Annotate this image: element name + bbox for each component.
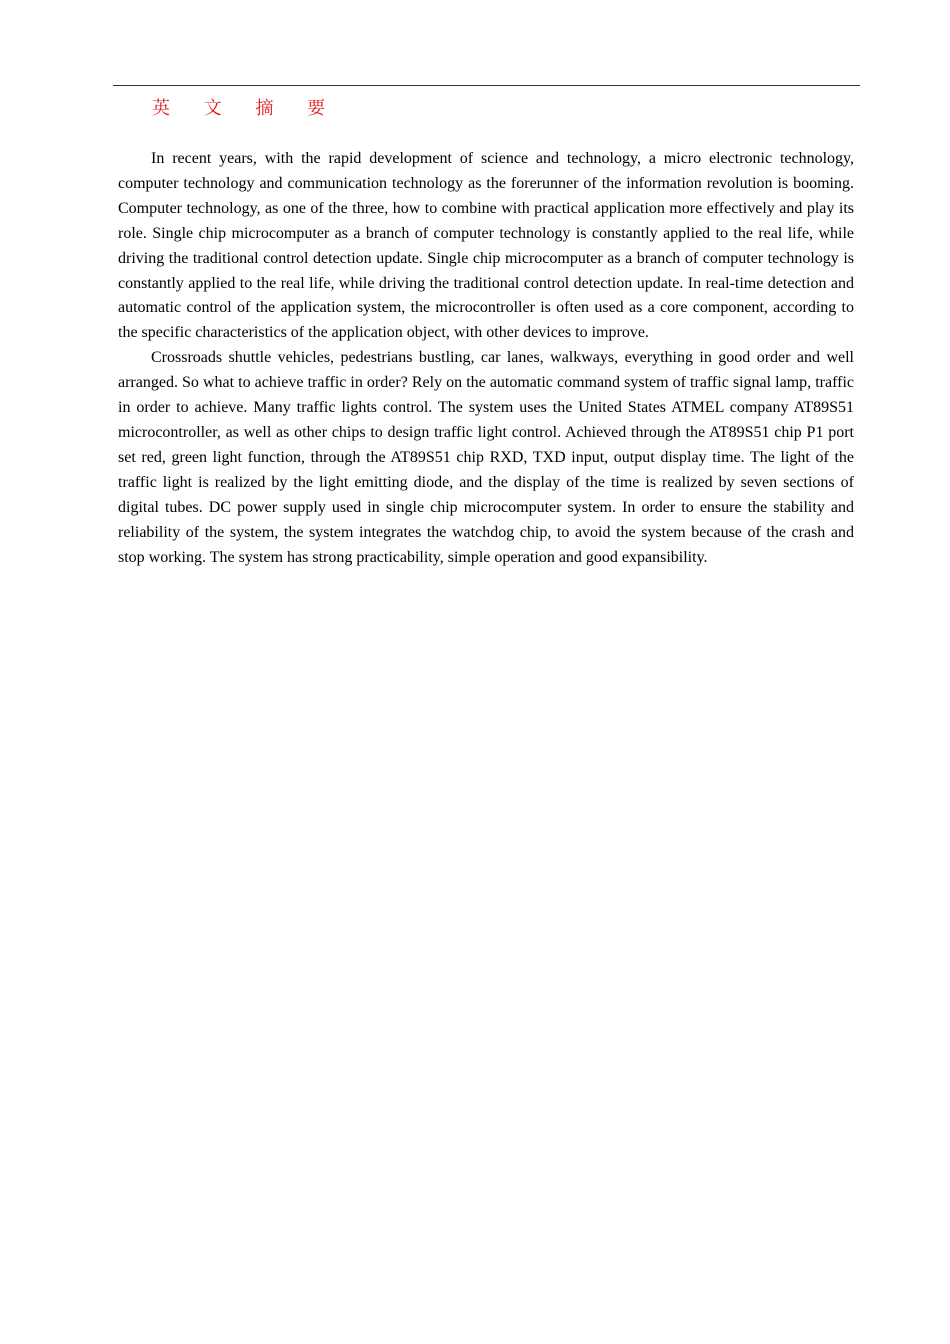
abstract-body: [118, 147, 854, 570]
abstract-paragraph-1: In recent years, with the rapid development of science and technology, a micro electronic technology, computer technology and communication technology as the forerunner of the information revolution is booming. Computer technology, as one of the three, how to combine with practical application more effectively and play its role. Single chip microcomputer as a branch of computer technology is constantly applied to the real life, while driving the traditional control detection update. Single chip microcomputer as a branch of computer technology is constantly applied to the real life, while driving the traditional control detection update. In real-time detection and automatic control of the application system, the microcontroller is often used as a core component, according to the specific characteristics of the application object, with other devices to improve.: [118, 150, 854, 342]
header-rule: [113, 85, 860, 86]
abstract-paragraph-2: Crossroads shuttle vehicles, pedestrians bustling, car lanes, walkways, everything in good order and well arranged. So what to achieve traffic in order? Rely on the automatic command system of traffic signal lamp, traffic in order to achieve. Many traffic lights control. The system uses the United States ATMEL company AT89S51 microcontroller, as well as other chips to design traffic light control. Achieved through the AT89S51 chip P1 port set red, green light function, through the AT89S51 chip RXD, TXD input, output display time. The light of the traffic light is realized by the light emitting diode, and the display of the time is realized by seven sections of digital tubes. DC power supply used in single chip microcomputer system. In order to ensure the stability and reliability of the system, the system integrates the watchdog chip, to avoid the system because of the crash and stop working. The system has strong practicability, simple operation and good expansibility.: [118, 349, 854, 566]
section-heading: 英 文 摘 要: [152, 98, 340, 119]
